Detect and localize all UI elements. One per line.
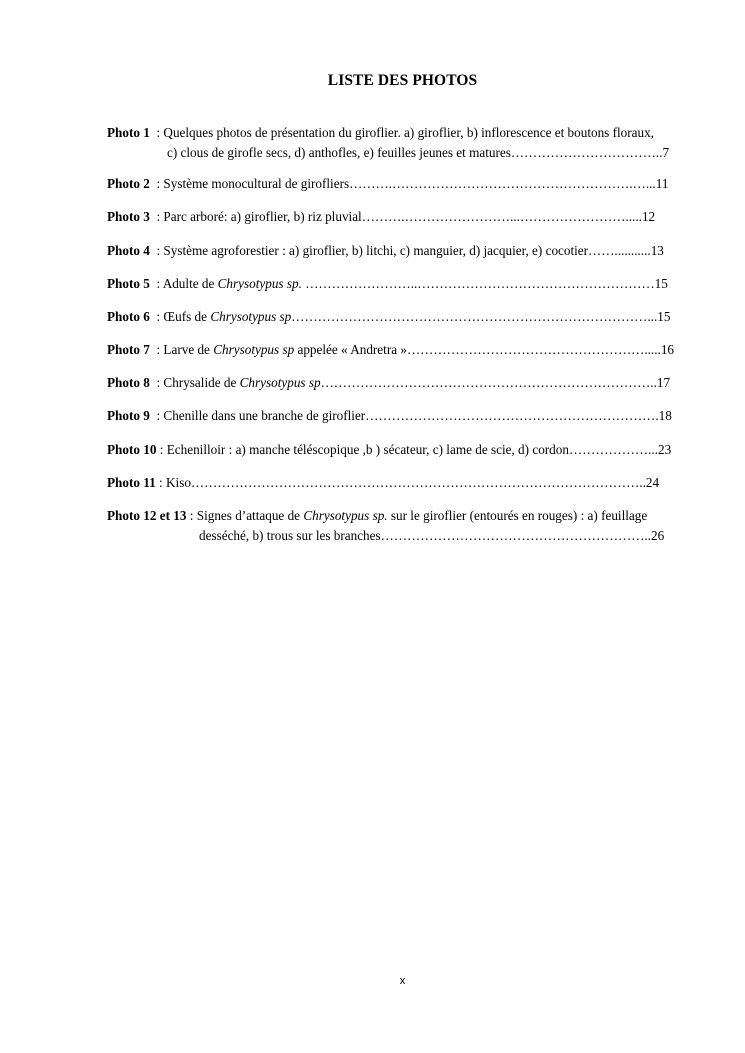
species-name: Chrysotypus sp	[239, 375, 321, 390]
entry-label: Photo 11	[107, 475, 156, 490]
entry-text: Chrysalide de	[163, 375, 240, 390]
entry-text-rest: …………………………………………………………………..17	[320, 375, 671, 390]
list-item-photo-9	[107, 406, 672, 426]
entry-separator: :	[149, 243, 164, 258]
list-item-photo-8	[107, 373, 670, 393]
entry-separator: :	[149, 408, 164, 423]
entry-text-rest: appelée « Andretra »……………………………………………….....16	[294, 342, 675, 357]
entry-label: Photo 4	[107, 243, 150, 258]
entry-text: Œufs de	[163, 309, 211, 324]
species-name: Chrysotypus sp.	[217, 276, 302, 291]
species-name: Chrysotypus sp	[210, 309, 292, 324]
entry-separator: :	[155, 475, 166, 490]
entry-label: Photo 5	[107, 276, 150, 291]
list-item-photo-12-13	[107, 506, 647, 526]
entry-label: Photo 8	[107, 375, 150, 390]
entry-text: Quelques photos de présentation du giroflier. a) giroflier, b) inflorescence et boutons floraux,	[163, 125, 654, 140]
entry-separator: :	[149, 375, 164, 390]
entry-text: Echenilloir : a) manche téléscopique ,b ) sécateur, c) lame de scie, d) cordon………………...23	[166, 442, 672, 457]
entry-separator: :	[149, 276, 163, 291]
entry-text: Système agroforestier : a) giroflier, b) litchi, c) manguier, d) jacquier, e) cocotier……...........13	[163, 243, 664, 258]
entry-label: Photo 7	[107, 342, 150, 357]
entry-separator: :	[149, 176, 164, 191]
entry-label: Photo 10	[107, 442, 157, 457]
entry-text: Adulte de	[162, 276, 218, 291]
entry-continuation: desséché, b) trous sur les branches……………………………………………………..26	[199, 528, 665, 543]
entry-text: Kiso…………………………………………………………………………………………..24	[166, 475, 660, 490]
entry-continuation: c) clous de girofle secs, d) anthofles, e) feuilles jeunes et matures……………………………..7	[167, 145, 670, 160]
entry-text: Chenille dans une branche de giroflier………………………………………………………….18	[163, 408, 672, 423]
species-name: Chrysotypus sp.	[303, 508, 388, 523]
entry-text: Larve de	[163, 342, 214, 357]
species-name: Chrysotypus sp	[213, 342, 295, 357]
list-item-photo-10	[107, 440, 671, 460]
entry-text: Parc arboré: a) giroflier, b) riz pluvial……….……………………...…………………….....12	[163, 209, 656, 224]
entry-label: Photo 9	[107, 408, 150, 423]
entry-text-rest: ………………………………………………………………………...15	[291, 309, 671, 324]
entry-label: Photo 6	[107, 309, 150, 324]
entry-label: Photo 2	[107, 176, 150, 191]
list-item-photo-4	[107, 241, 664, 261]
entry-text: Signes d’attaque de	[196, 508, 304, 523]
page-title: LISTE DES PHOTOS	[327, 72, 478, 89]
entry-text-rest: ……………………..………………………………………………15	[301, 276, 668, 291]
entry-label: Photo 12 et 13	[107, 508, 187, 523]
entry-label: Photo 1	[107, 125, 150, 140]
entry-text: Système monocultural de girofliers……….……………………………………………….…...11	[163, 176, 669, 191]
entry-separator: :	[149, 209, 164, 224]
list-item-photo-7	[107, 340, 674, 360]
entry-label: Photo 3	[107, 209, 150, 224]
page-number: x	[399, 975, 406, 987]
entry-separator: :	[149, 309, 164, 324]
list-item-photo-6	[107, 307, 670, 327]
list-item-photo-1	[107, 123, 654, 143]
entry-separator: :	[149, 125, 164, 140]
entry-separator: :	[149, 342, 164, 357]
entry-separator: :	[156, 442, 167, 457]
list-item-photo-3	[107, 207, 655, 227]
list-item-photo-11	[107, 473, 659, 493]
list-item-photo-5	[107, 274, 668, 294]
entry-separator: :	[186, 508, 197, 523]
list-item-photo-2	[107, 174, 668, 194]
entry-text-rest: sur le giroflier (entourés en rouges) : a) feuillage	[387, 508, 648, 523]
